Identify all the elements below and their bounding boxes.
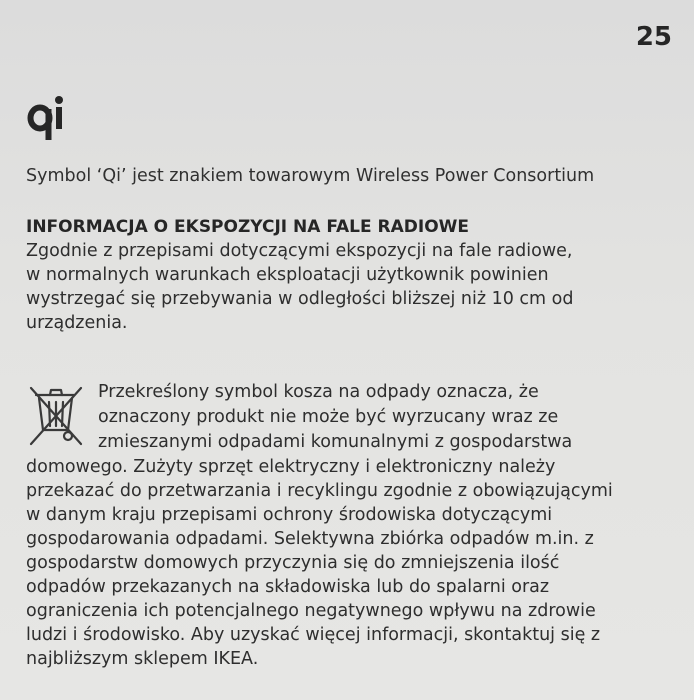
rf-exposure-line: urządzenia. [26,313,128,333]
rf-exposure-line: wystrzegać się przebywania w odległości bliższej niż 10 cm od [26,289,574,309]
weee-line: odpadów przekazanych na składowiska lub do spalarni oraz [26,577,550,597]
weee-line: w danym kraju przepisami ochrony środowiska dotyczącymi [26,505,553,525]
page-number: 25 [635,22,672,52]
qi-trademark-text: Symbol ‘Qi’ jest znakiem towarowym Wireless Power Consortium [26,166,595,186]
qi-logo-icon [26,94,70,140]
rf-exposure-body [26,239,666,335]
weee-line: ludzi i środowisko. Aby uzyskać więcej informacji, skontaktuj się z [26,625,601,645]
weee-intro-text [98,380,572,455]
weee-line: domowego. Zużyty sprzęt elektryczny i elektroniczny należy [26,457,556,477]
weee-line: najbliższym sklepem IKEA. [26,649,259,669]
weee-body-text [26,455,613,671]
rf-exposure-section [26,215,666,335]
weee-line: przekazać do przetwarzania i recyklingu zgodnie z obowiązującymi [26,481,613,501]
weee-line: Przekreślony symbol kosza na odpady oznacza, że [98,382,539,402]
weee-line: oznaczony produkt nie może być wyrzucany wraz ze [98,407,559,427]
rf-exposure-heading: INFORMACJA O EKSPOZYCJI NA FALE RADIOWE [26,217,470,237]
rf-exposure-line: w normalnych warunkach eksploatacji użytkownik powinien [26,265,549,285]
weee-line: zmieszanymi odpadami komunalnymi z gospodarstwa [98,432,573,452]
weee-line: ograniczenia ich potencjalnego negatywnego wpływu na zdrowie [26,601,596,621]
weee-line: gospodarstw domowych przyczynia się do zmniejszenia ilość [26,553,560,573]
rf-exposure-line: Zgodnie z przepisami dotyczącymi ekspozycji na fale radiowe, [26,241,573,261]
crossed-out-bin-icon [28,384,84,450]
weee-line: gospodarowania odpadami. Selektywna zbiórka odpadów m.in. z [26,529,594,549]
